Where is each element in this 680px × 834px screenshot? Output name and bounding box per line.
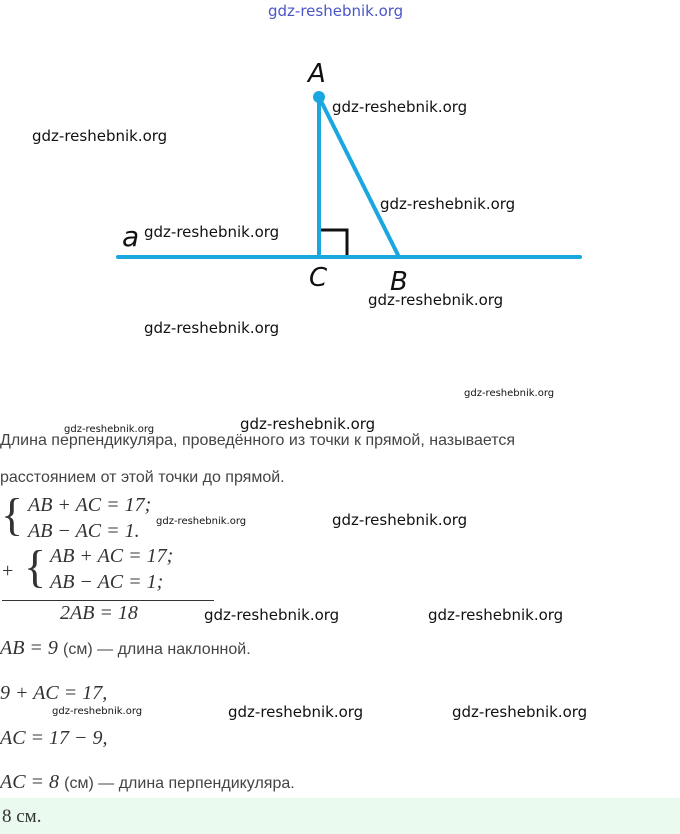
label-c: C xyxy=(309,263,328,293)
answer-box xyxy=(0,798,680,834)
system-brace: { xyxy=(1,489,24,540)
watermark: gdz-reshebnik.org xyxy=(380,195,516,213)
step-2-math: 9 + AC = 17, xyxy=(0,682,108,704)
sum-eq-1: AB + AC = 17; xyxy=(50,545,174,567)
sum-rule xyxy=(2,600,214,601)
answer-text: 8 см. xyxy=(2,806,42,827)
step-3-math: AC = 17 − 9, xyxy=(0,727,108,749)
definition-line-2: расстоянием от этой точки до прямой. xyxy=(0,469,285,486)
watermark: gdz-reshebnik.org xyxy=(204,606,340,624)
right-angle-mark xyxy=(321,230,347,255)
watermark: gdz-reshebnik.org xyxy=(464,388,555,399)
watermark: gdz-reshebnik.org xyxy=(144,319,280,337)
watermark: gdz-reshebnik.org xyxy=(452,703,588,721)
watermark-top: gdz-reshebnik.org xyxy=(268,2,404,20)
step-4 xyxy=(0,771,295,794)
watermark: gdz-reshebnik.org xyxy=(428,606,564,624)
step-1-text: (см) — длина наклонной. xyxy=(63,641,251,658)
watermark: gdz-reshebnik.org xyxy=(228,703,364,721)
sum-result: 2AB = 18 xyxy=(60,602,138,624)
definition-line-1: Длина перпендикуляра, проведённого из точки к прямой, называется xyxy=(0,432,516,449)
sum-eq-2: AB − AC = 1; xyxy=(50,571,164,593)
watermark: gdz-reshebnik.org xyxy=(52,706,143,717)
sum-brace: { xyxy=(24,541,47,592)
label-a: A xyxy=(308,59,326,89)
step-1-math: AB = 9 xyxy=(0,637,58,659)
watermark: gdz-reshebnik.org xyxy=(144,223,280,241)
label-b: B xyxy=(390,267,408,297)
geometry-figure xyxy=(0,0,680,400)
system-eq-1: AB + AC = 17; xyxy=(28,494,152,516)
slant-ab xyxy=(319,97,399,257)
watermark: gdz-reshebnik.org xyxy=(332,98,468,116)
watermark: gdz-reshebnik.org xyxy=(368,291,504,309)
watermark: gdz-reshebnik.org xyxy=(240,415,376,433)
watermark: gdz-reshebnik.org xyxy=(32,127,168,145)
watermark: gdz-reshebnik.org xyxy=(332,511,468,529)
label-line-a: a xyxy=(122,220,140,253)
sum-plus: + xyxy=(2,560,14,582)
point-a-dot xyxy=(313,91,325,103)
system-eq-2: AB − AC = 1. xyxy=(28,520,140,542)
watermark: gdz-reshebnik.org xyxy=(64,424,155,435)
step-4-math: AC = 8 xyxy=(0,771,60,793)
watermark: gdz-reshebnik.org xyxy=(156,516,247,527)
step-4-text: (см) — длина перпендикуляра. xyxy=(64,775,295,792)
step-1 xyxy=(0,637,251,660)
